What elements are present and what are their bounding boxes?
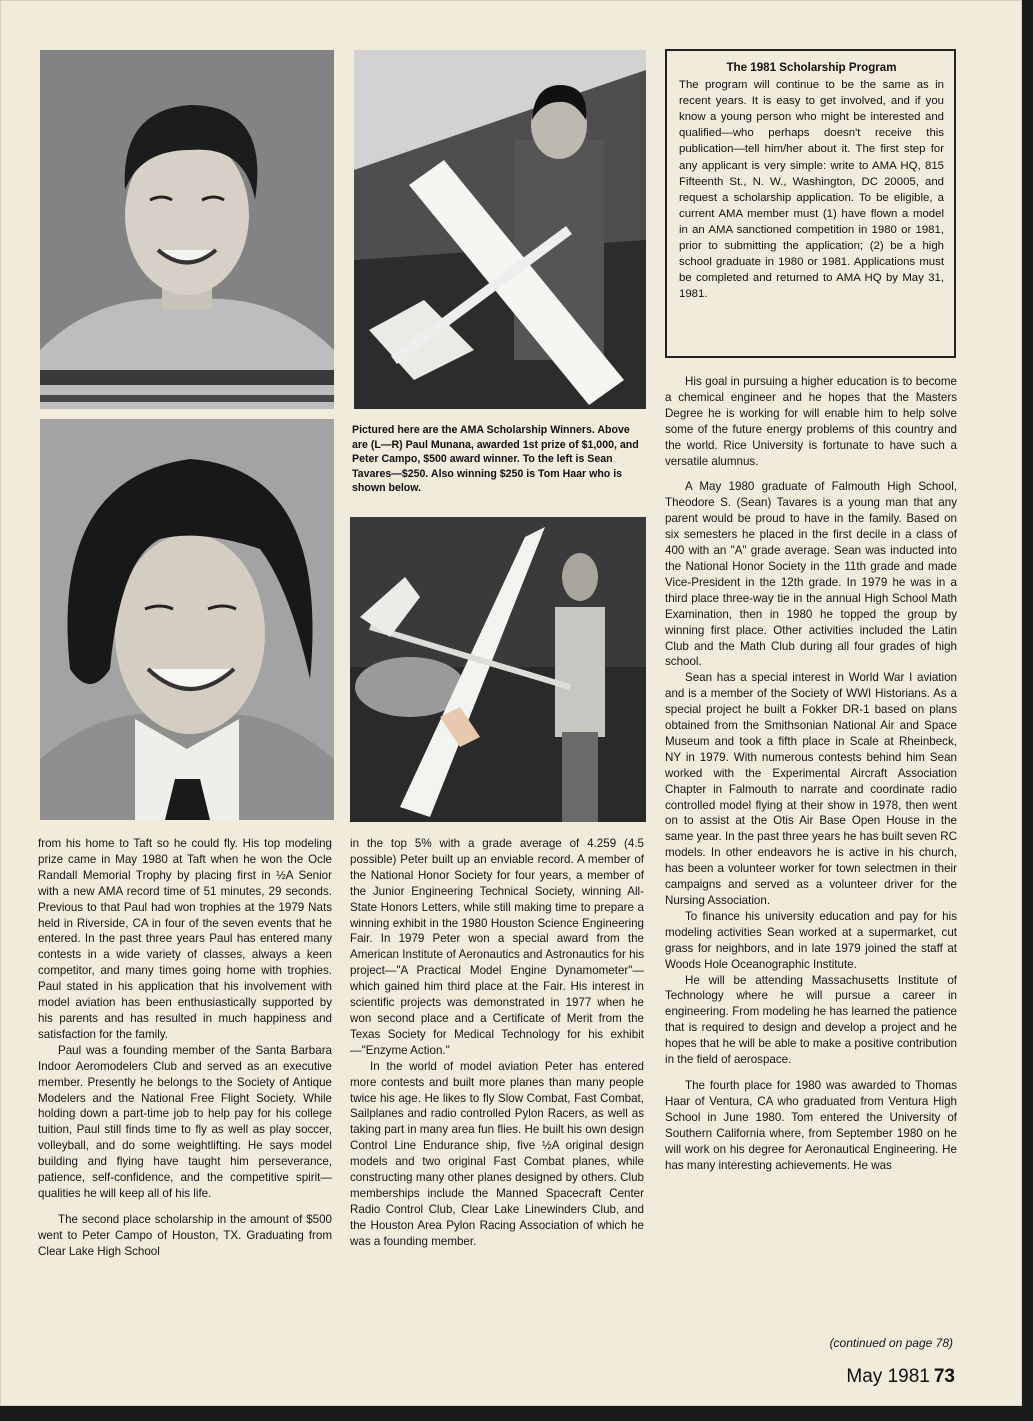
scholarship-program-box (665, 49, 956, 358)
paragraph: from his home to Taft so he could fly. His top modeling prize came in May 1980 at Taft when he won the Ocle Randall Memorial Trophy by placing first in ½A Senior with a new AMA record time of 51 minutes, 29 seconds. Previous to that Paul had won trophies at the 1979 Nats held in Riverside, CA in four of the seven events that he entered. In the past three years Paul has entered many contests in a wide variety of classes, always a keen competitor, and many times going home with trophies. Paul stated in his application that his involvement with model aviation has been enthusiastically supported by his parents and has resulted in much happiness and satisfaction for the family. (38, 837, 332, 1041)
paragraph: The fourth place for 1980 was awarded to Thomas Haar of Ventura, CA who graduated from Ventura High School in June 1980. Tom entered the University of Southern California where, from September 1980 on he will work on his degree for Aeronautical Engineering. He has many interesting achievements. He was (665, 1078, 957, 1172)
issue-date: May 1981 (846, 1366, 930, 1387)
photo-caption: Pictured here are the AMA Scholarship Winners. Above are (L—R) Paul Munana, awarded 1st prize of $1,000, and Peter Campo, $500 award winner. To the left is Sean Tavares—$250. Also winning $250 is Tom Haar who is shown below. (352, 424, 639, 494)
paragraph: In the world of model aviation Peter has entered more contests and built more planes than many people twice his age. He likes to fly Slow Combat, Fast Combat, Sailplanes and radio controlled Pylon Racers, as well as taking part in many area fun flies. He built his own design Control Line Endurance ship, five ½A original design models and two original Fast Combat planes, while constructing many other planes designed by others. Club memberships include the Manned Spacecraft Center Radio Control Club, Clear Lake Linewinders Club, and the Houston Area Pylon Racing Association of which he was a founding member. (350, 1059, 644, 1248)
photo-peter-campo (354, 50, 646, 409)
paragraph: Paul was a founding member of the Santa Barbara Indoor Aeromodelers Club and served as an executive member. Presently he belongs to the Society of Antique Modelers and the National Free Flight Society. While holding down a part-time job to help pay for his college tuition, Paul still finds time to fly as well as play soccer, volleyball, and do some weightlifting. He says model building and flying have taught him perseverance, patience, self-confidence, and the competitive spirit—qualities he will keep all of his life. (38, 1043, 332, 1200)
photo-tom-haar (350, 517, 646, 822)
paragraph: in the top 5% with a grade average of 4.259 (4.5 possible) Peter built up an enviable record. A member of the National Honor Society for four years, a member of the Junior Engineering Technical Society, winning All-State Honors Letters, while still making time to prepare a winning exhibit in the 1980 Houston Science Engineering Fair. In 1979 Peter won a special award from the American Institute of Aeronautics and Astronautics for his project—"A Practical Model Engine Dynamometer"—which gained him third place at the Fair. His interest in scientific projects was demonstrated in 1977 when he won second place and a Certificate of Merit from the Texas Society for Medical Technology for his exhibit—"Enzyme Action." (350, 837, 644, 1057)
paragraph: Sean has a special interest in World War I aviation and is a member of the Society of WWI Historians. As a special project he built a Fokker DR-1 based on plans obtained from the Smithsonian National Air and Space Museum and took a fifth place in Scale at Rheinbeck, NY in 1979. With numerous contests behind him Sean worked with the Experimental Aircraft Association Chapter in Falmouth to narrate and coordinate radio controlled model flying at their show in 1978, then went on to assist at the Otis Air Base Open House in the same year. In the past three years he has built seven RC models. In other endeavors he is active in his church, has been a volunteer worker for town selectmen in their campaigns and served as a volunteer driver for the Nursing Association. (665, 671, 957, 907)
paragraph: His goal in pursuing a higher education is to become a chemical engineer and he hopes that the Masters Degree he is working for will enable him to help solve some of the future energy problems of this country and the world. Rice University is fortunate to have such a versatile alumnus. (665, 375, 957, 468)
continued-note: (continued on page 78) (829, 1336, 953, 1350)
paragraph: A May 1980 graduate of Falmouth High School, Theodore S. (Sean) Tavares is a young man that any parent would be proud to have in the family. Based on six semesters he placed in the first decile in a class of 400 with an "A" grade average. Sean was inducted into the National Honor Society in the 11th grade and made Vice-President in the 12th grade. In 1979 he was in a third place three-way tie in the annual High School Math Examination, then in 1980 he topped the group by winning first place. Other activities included the Latin Club and the Math Club during all four grades of high school. (665, 480, 957, 669)
article-column-1 (38, 836, 332, 1260)
paragraph: To finance his university education and pay for his modeling activities Sean worked at a supermarket, cut grass for neighbors, and in late 1979 joined the staff at Woods Hole Oceanographic Institute. (665, 909, 957, 971)
photo-sean-tavares (40, 419, 334, 820)
paragraph: He will be attending Massachusetts Institute of Technology where he will pursue a career in engineering. From modeling he has learned the patience that is required to design and develop a project and he hopes that he will be able to make a positive contribution in the field of aerospace. (665, 973, 957, 1067)
box-text: The program will continue to be the same as in recent years. It is easy to get involved, and if you know a young person who might be interested and qualified—who perhaps doesn't receive this publication—tell him/her about it. The first step for any applicant is very simple: write to AMA HQ, 815 Fifteenth St., N. W., Washington, DC 20005, and request a scholarship application. To be eligible, a current AMA member must (1) have flown a model in an AMA sanctioned competition in 1980 or 1981, prior to submitting the application; (2) be a high school graduate in 1980 or 1981. Applications must be completed and returned to AMA HQ by May 31, 1981. (679, 79, 944, 301)
article-column-2 (350, 836, 644, 1250)
photo-paul-munana (40, 50, 334, 409)
paragraph: The second place scholarship in the amount of $500 went to Peter Campo of Houston, TX. Graduating from Clear Lake High School (38, 1212, 332, 1258)
box-title: The 1981 Scholarship Program (726, 61, 897, 74)
article-column-3 (665, 374, 957, 1173)
page-folio (780, 1366, 955, 1388)
page-number: 73 (933, 1366, 955, 1387)
